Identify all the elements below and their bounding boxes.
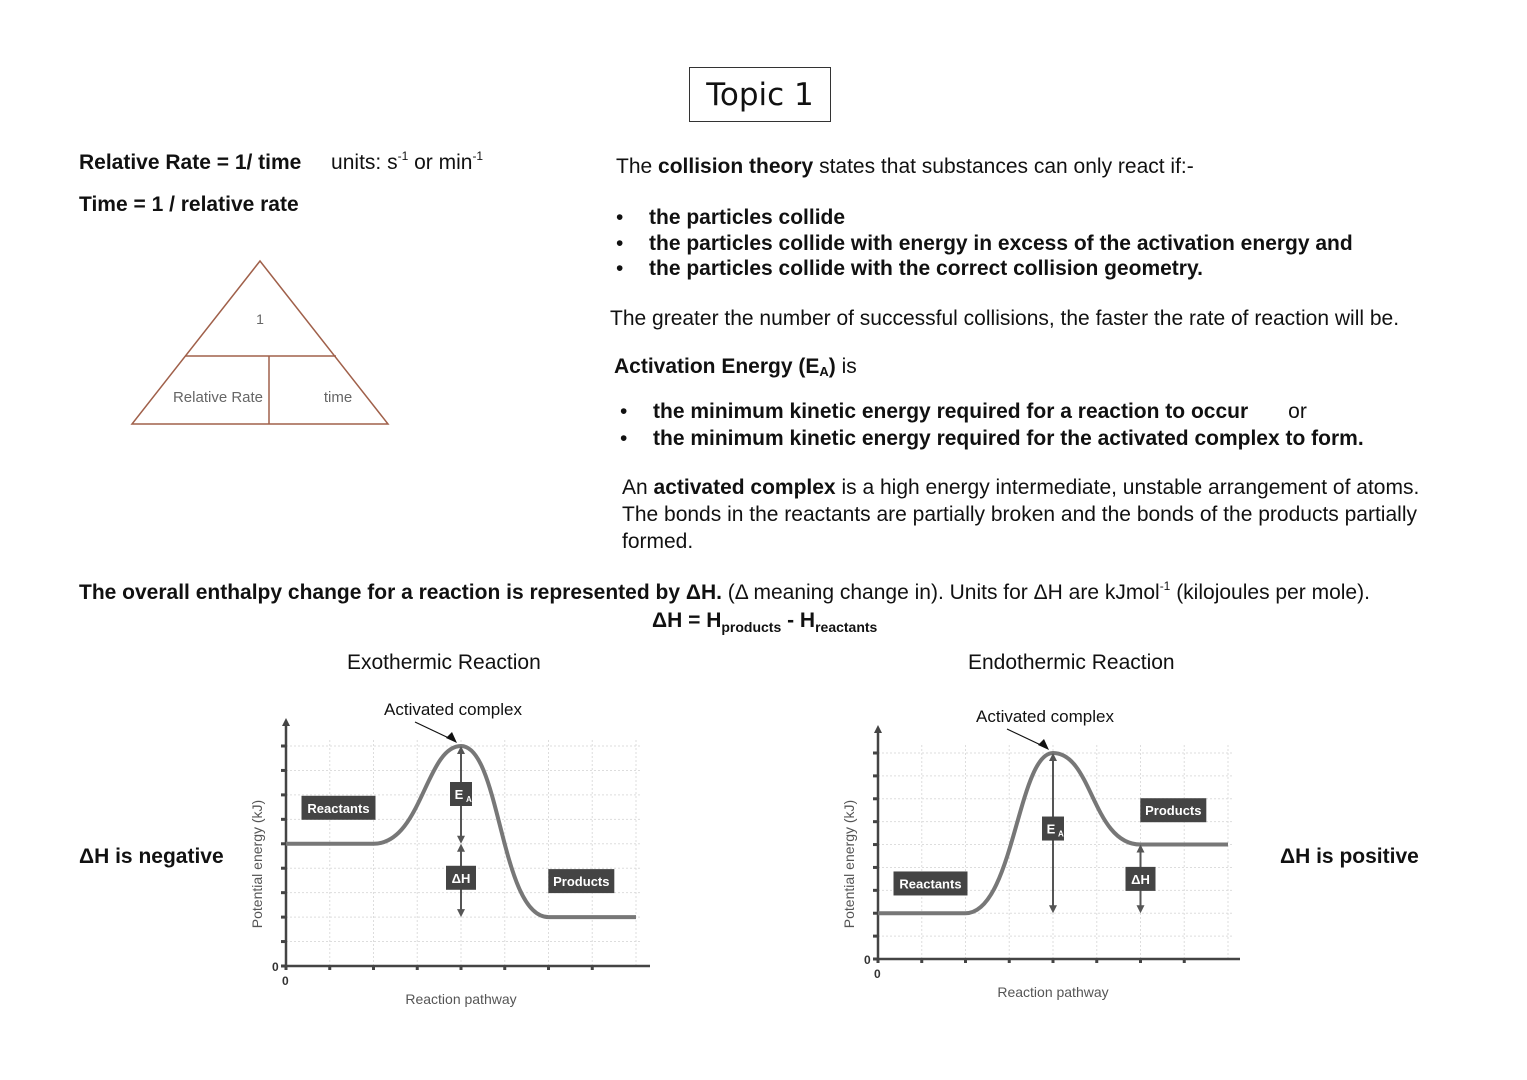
activation-definitions-list — [620, 398, 1364, 452]
exothermic-energy-profile-chart — [240, 698, 650, 1018]
y-tick — [873, 843, 878, 846]
activated-complex-label: Activated complex — [976, 707, 1114, 726]
page-title: Topic 1 — [689, 67, 831, 122]
complex-line-1 — [622, 474, 1419, 501]
reactants-label-box-text: Reactants — [307, 800, 370, 816]
dh-negative-label: ΔH is negative — [79, 845, 224, 868]
enthalpy-equation — [652, 609, 877, 633]
dh-label-box-text: ΔH — [1131, 871, 1150, 887]
x-tick — [1183, 958, 1186, 963]
y-tick — [281, 818, 286, 821]
list-item: • the particles collide with the correct collision geometry. — [616, 256, 1353, 282]
complex-line-2: The bonds in the reactants are partially broken and the bonds of the products partially — [622, 503, 1417, 526]
triangle-top-label: 1 — [256, 311, 264, 327]
y-axis-label: Potential energy (kJ) — [841, 799, 857, 929]
y-tick — [281, 842, 286, 845]
enthalpy-sup: -1 — [1159, 579, 1171, 593]
x-tick — [1008, 958, 1011, 963]
complex-line-1-post: is a high energy intermediate, unstable arrangement of atoms. — [835, 476, 1420, 499]
y-axis-arrow-icon — [282, 718, 290, 726]
x-tick — [547, 965, 550, 970]
ea-definition-1: the minimum kinetic energy required for a reaction to occur — [653, 400, 1249, 423]
y-tick — [873, 958, 878, 961]
x-tick — [920, 958, 923, 963]
y-tick — [873, 774, 878, 777]
triangle-left-label: Relative Rate — [172, 389, 264, 406]
x-tick — [416, 965, 419, 970]
activated-complex-paragraph — [622, 474, 1419, 555]
y-tick — [281, 940, 286, 943]
enthalpy-bold: The overall enthalpy change for a reaction is represented by ΔH. — [79, 581, 722, 604]
reactants-label-box-text: Reactants — [899, 876, 962, 892]
units-mid: or min — [408, 151, 473, 174]
dh-label-box-text: ΔH — [451, 870, 471, 886]
enthalpy-tail: (kilojoules per mole). — [1170, 581, 1370, 604]
y-axis-label: Potential energy (kJ) — [249, 799, 265, 929]
arrow-down-icon — [457, 909, 465, 917]
y-axis-arrow-icon — [874, 725, 882, 733]
enthalpy-normal: (Δ meaning change in). Units for ΔH are kJmol — [721, 581, 1160, 604]
ea-label-box-sub: A — [466, 795, 472, 804]
arrow-down-icon — [457, 836, 465, 844]
activation-energy-heading — [614, 355, 857, 379]
x-tick — [1095, 958, 1098, 963]
endothermic-chart-title: Endothermic Reaction — [968, 651, 1175, 674]
y-origin-label: 0 — [864, 953, 871, 967]
relative-rate-equation — [79, 151, 483, 175]
y-tick — [873, 912, 878, 915]
ea-label-box-text: E — [454, 787, 464, 802]
complex-pre: An — [622, 476, 654, 499]
list-item: • the minimum kinetic energy required for the activated complex to form. — [620, 425, 1364, 452]
y-tick — [873, 820, 878, 823]
activated-complex-label: Activated complex — [384, 700, 522, 719]
arrowhead-icon — [1038, 739, 1049, 750]
complex-line-3: formed. — [622, 530, 694, 553]
exothermic-chart-title: Exothermic Reaction — [347, 651, 541, 674]
list-item — [620, 398, 1364, 425]
enthalpy-statement — [79, 581, 1370, 605]
y-tick — [873, 752, 878, 755]
x-tick — [503, 965, 506, 970]
arrow-down-icon — [1137, 905, 1145, 913]
relative-rate-formula: Relative Rate = 1/ time — [79, 151, 302, 174]
x-tick — [1052, 958, 1055, 963]
ea-label-box-sub: A — [1058, 829, 1064, 839]
x-axis-label: Reaction pathway — [997, 984, 1109, 1000]
ea-heading-post: ) — [828, 355, 836, 378]
units-prefix: units: s — [331, 151, 398, 174]
y-tick — [873, 935, 878, 938]
y-tick — [281, 867, 286, 870]
x-tick — [964, 958, 967, 963]
time-equation: Time = 1 / relative rate — [79, 193, 299, 216]
x-tick — [591, 965, 594, 970]
or-text: or — [1288, 400, 1307, 423]
y-tick — [281, 745, 286, 748]
y-tick — [873, 866, 878, 869]
eq-sub-products: products — [721, 619, 782, 635]
formula-triangle — [128, 258, 393, 430]
ea-heading-tail: is — [835, 355, 857, 378]
collision-intro-pre: The — [616, 155, 659, 178]
y-tick — [281, 769, 286, 772]
x-origin-label: 0 — [874, 967, 881, 981]
ea-heading-sub: A — [819, 364, 829, 379]
collision-intro-post: states that substances can only react if:- — [813, 155, 1194, 178]
y-tick — [873, 797, 878, 800]
units-sup-1: -1 — [397, 149, 409, 163]
y-tick — [873, 889, 878, 892]
collision-theory-term: collision theory — [658, 155, 814, 178]
list-item: • the particles collide with energy in excess of the activation energy and — [616, 231, 1353, 257]
collision-intro — [616, 155, 1194, 179]
arrow-up-icon — [457, 844, 465, 852]
arrowhead-icon — [446, 732, 457, 743]
endothermic-energy-profile-chart — [830, 697, 1240, 1007]
x-tick — [328, 965, 331, 970]
y-tick — [281, 965, 286, 968]
y-tick — [281, 916, 286, 919]
collision-conditions-list — [616, 205, 1353, 282]
x-axis-label: Reaction pathway — [405, 991, 517, 1007]
activated-complex-term: activated complex — [653, 476, 836, 499]
x-tick — [372, 965, 375, 970]
x-tick — [1139, 958, 1142, 963]
ea-label-box-text: E — [1046, 821, 1056, 837]
arrow-down-icon — [1049, 905, 1057, 913]
list-item: • the particles collide — [616, 205, 1353, 231]
products-label-box-text: Products — [1145, 803, 1202, 819]
ea-heading-pre: Activation Energy (E — [614, 355, 820, 378]
units-sup-2: -1 — [472, 149, 484, 163]
y-tick — [281, 891, 286, 894]
products-label-box-text: Products — [553, 874, 610, 890]
x-origin-label: 0 — [282, 974, 289, 988]
collision-summary: The greater the number of successful collisions, the faster the rate of reaction will be. — [610, 307, 1400, 330]
triangle-right-label: time — [323, 389, 353, 406]
dh-positive-label: ΔH is positive — [1280, 845, 1419, 868]
x-tick — [460, 965, 463, 970]
eq-pre: ΔH = H — [652, 609, 722, 632]
y-origin-label: 0 — [272, 960, 279, 974]
eq-sub-reactants: reactants — [815, 619, 878, 635]
eq-mid: - H — [781, 609, 816, 632]
y-tick — [281, 793, 286, 796]
